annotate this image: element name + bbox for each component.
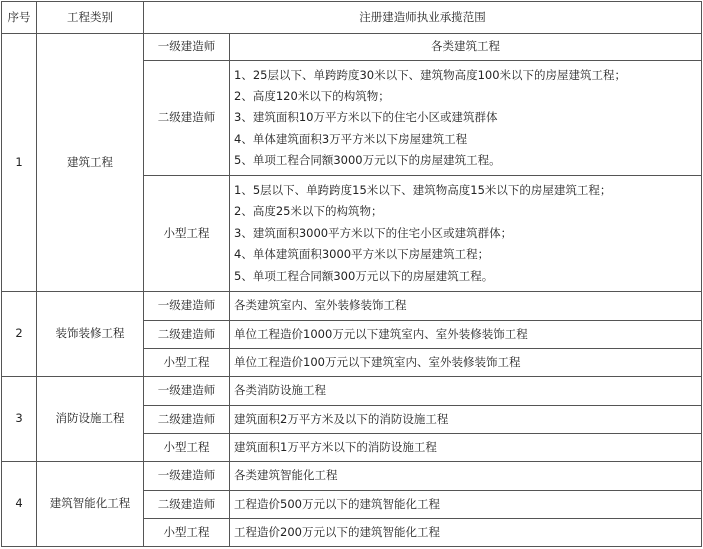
header-row (2, 2, 702, 34)
level-cell: 小型工程 (144, 519, 230, 547)
header-scope: 注册建造师执业承揽范围 (144, 2, 702, 34)
row-no: 3 (2, 377, 37, 462)
level-cell: 一级建造师 (144, 377, 230, 406)
table-row (2, 34, 702, 61)
scope-cell: 工程造价200万元以下的建筑智能化工程 (230, 519, 702, 547)
header-no: 序号 (2, 2, 37, 34)
row-category: 建筑智能化工程 (37, 462, 144, 547)
row-category: 消防设施工程 (37, 377, 144, 462)
table-row (2, 377, 702, 406)
level-cell: 一级建造师 (144, 462, 230, 491)
scope-line: 3、建筑面积3000平方米以下的住宅小区或建筑群体； (234, 225, 513, 240)
table-row (2, 292, 702, 321)
scope-line: 3、建筑面积10万平方米以下的住宅小区或建筑群体 (234, 110, 498, 125)
row-no: 2 (2, 292, 37, 377)
scope-cell: 工程造价500万元以下的建筑智能化工程 (230, 491, 702, 519)
level-cell: 二级建造师 (144, 61, 230, 176)
scope-cell: 各类消防设施工程 (230, 377, 702, 406)
scope-cell: 建筑面积1万平方米以下的消防设施工程 (230, 434, 702, 462)
header-category: 工程类别 (37, 2, 144, 34)
scope-cell (230, 61, 702, 176)
scope-cell: 单位工程造价1000万元以下建筑室内、室外装修装饰工程 (230, 321, 702, 349)
scope-line: 4、单体建筑面积3万平方米以下房屋建筑工程 (234, 131, 468, 146)
scope-cell (230, 176, 702, 292)
scope-cell: 各类建筑室内、室外装修装饰工程 (230, 292, 702, 321)
practice-scope-table (1, 1, 702, 547)
level-cell: 一级建造师 (144, 292, 230, 321)
scope-cell: 各类建筑智能化工程 (230, 462, 702, 491)
scope-line: 1、5层以下、单跨跨度15米以下、建筑物高度15米以下的房屋建筑工程； (234, 183, 612, 198)
row-no: 4 (2, 462, 37, 547)
level-cell: 二级建造师 (144, 406, 230, 434)
row-category: 装饰装修工程 (37, 292, 144, 377)
level-cell: 二级建造师 (144, 321, 230, 349)
row-category: 建筑工程 (37, 34, 144, 292)
level-cell: 二级建造师 (144, 491, 230, 519)
scope-cell: 各类建筑工程 (230, 34, 702, 61)
level-cell: 小型工程 (144, 176, 230, 292)
level-cell: 小型工程 (144, 349, 230, 377)
scope-line: 4、单体建筑面积3000平方米以下房屋建筑工程； (234, 247, 490, 262)
row-no: 1 (2, 34, 37, 292)
scope-line: 2、高度25米以下的构筑物； (234, 204, 383, 219)
level-cell: 一级建造师 (144, 34, 230, 61)
scope-cell: 单位工程造价100万元以下建筑室内、室外装修装饰工程 (230, 349, 702, 377)
scope-line: 5、单项工程合同额300万元以下的房屋建筑工程。 (234, 268, 494, 283)
table-row (2, 462, 702, 491)
scope-line: 5、单项工程合同额3000万元以下的房屋建筑工程。 (234, 153, 501, 168)
level-cell: 小型工程 (144, 434, 230, 462)
scope-line: 1、25层以下、单跨跨度30米以下、建筑物高度100米以下的房屋建筑工程； (234, 67, 627, 82)
scope-cell: 建筑面积2万平方米及以下的消防设施工程 (230, 406, 702, 434)
scope-line: 2、高度120米以下的构筑物； (234, 88, 390, 103)
